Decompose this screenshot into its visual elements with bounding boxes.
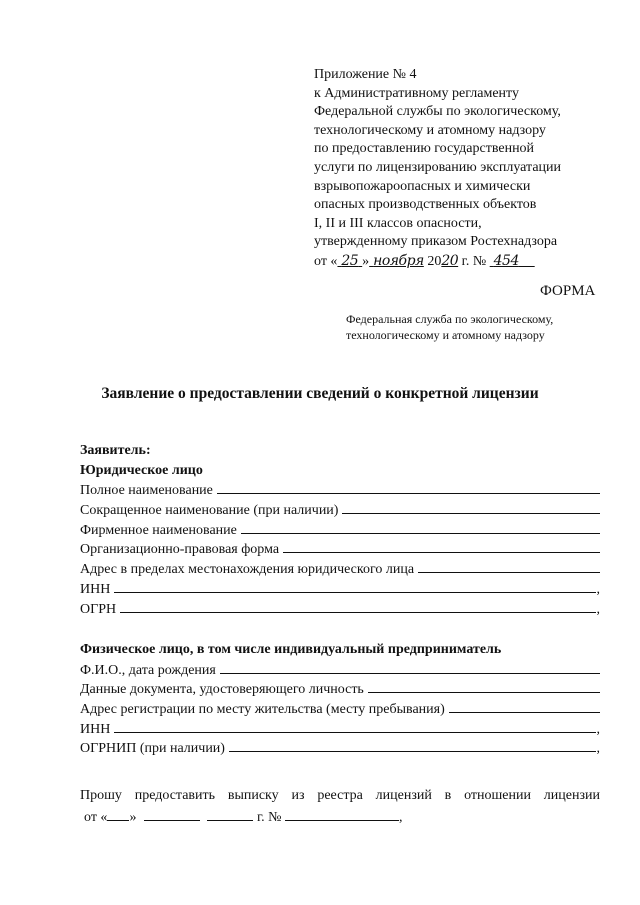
document-title: Заявление о предоставлении сведений о конкретной лицензии (101, 385, 539, 402)
field-ogrnip[interactable]: ОГРНИП (при наличии) , (80, 738, 600, 758)
day-blank[interactable] (107, 808, 129, 821)
field-inn-individual[interactable]: ИНН , (80, 719, 600, 739)
appendix-line: Приложение № 4 (314, 67, 417, 82)
request-license-line: от « » г. № , (84, 810, 403, 825)
appendix-block (314, 66, 614, 272)
input-line[interactable] (449, 699, 600, 713)
appendix-line: опасных производственных объектов (314, 197, 537, 213)
appendix-line: Федеральной службы по экологическому, (314, 104, 561, 120)
field-address[interactable]: Адрес в пределах местонахождения юридического лица (80, 559, 600, 579)
legal-entity-section (80, 441, 600, 618)
field-inn[interactable]: ИНН , (80, 579, 600, 599)
input-line[interactable] (342, 500, 600, 514)
input-line[interactable] (241, 520, 600, 534)
request-text: Прошу предоставить выписку из реестра лицензий в отношении лицензии (80, 788, 600, 803)
applicant-heading: Заявитель: (80, 443, 151, 458)
input-line[interactable] (114, 579, 595, 593)
form-label: ФОРМА (540, 283, 596, 299)
field-short-name[interactable]: Сокращенное наименование (при наличии) (80, 500, 600, 520)
input-line[interactable] (368, 679, 600, 693)
date-prefix: от « (314, 253, 338, 269)
appendix-line: технологическому и атомному надзору (314, 122, 546, 138)
appendix-line: услуги по лицензированию эксплуатации (314, 159, 562, 175)
input-line[interactable] (220, 660, 600, 674)
appendix-line: взрывопожароопасных и химически (314, 178, 531, 194)
appendix-line: I, II и III классов опасности, (314, 215, 482, 231)
date-year: 20 (441, 252, 459, 269)
appendix-line: к Административному регламенту (314, 85, 519, 101)
field-legal-form[interactable]: Организационно-правовая форма (80, 539, 600, 559)
input-line[interactable] (217, 480, 600, 494)
date-suffix: г. № (461, 253, 487, 269)
date-mid: » (362, 253, 370, 269)
field-id-document[interactable]: Данные документа, удостоверяющего личность (80, 679, 600, 699)
date-day: 25 (341, 252, 359, 269)
date-month: ноября (373, 252, 424, 269)
organization-name: Федеральная служба по экологическому, технологическому и атомному надзору (346, 312, 554, 342)
appendix-line: утвержденному приказом Ростехнадзора (314, 234, 558, 250)
year-blank[interactable] (207, 808, 253, 821)
input-line[interactable] (120, 599, 595, 613)
input-line[interactable] (114, 719, 595, 733)
legal-entity-heading: Юридическое лицо (80, 462, 203, 478)
month-blank[interactable] (144, 808, 200, 821)
license-number-blank[interactable] (285, 808, 399, 821)
field-full-name[interactable]: Полное наименование (80, 480, 600, 500)
individual-section (80, 640, 600, 758)
appendix-date-line (314, 252, 614, 272)
order-number: 454 (493, 252, 519, 269)
field-ogrn[interactable]: ОГРН , (80, 599, 600, 619)
input-line[interactable] (283, 539, 600, 553)
individual-heading: Физическое лицо, в том числе индивидуальный предприниматель (80, 642, 502, 657)
field-fio[interactable]: Ф.И.О., дата рождения (80, 660, 600, 680)
field-brand-name[interactable]: Фирменное наименование (80, 520, 600, 540)
appendix-line: по предоставлению государственной (314, 141, 535, 157)
field-residence[interactable]: Адрес регистрации по месту жительства (месту пребывания) (80, 699, 600, 719)
input-line[interactable] (229, 738, 596, 752)
date-year-prefix: 20 (427, 253, 442, 269)
input-line[interactable] (418, 559, 600, 573)
